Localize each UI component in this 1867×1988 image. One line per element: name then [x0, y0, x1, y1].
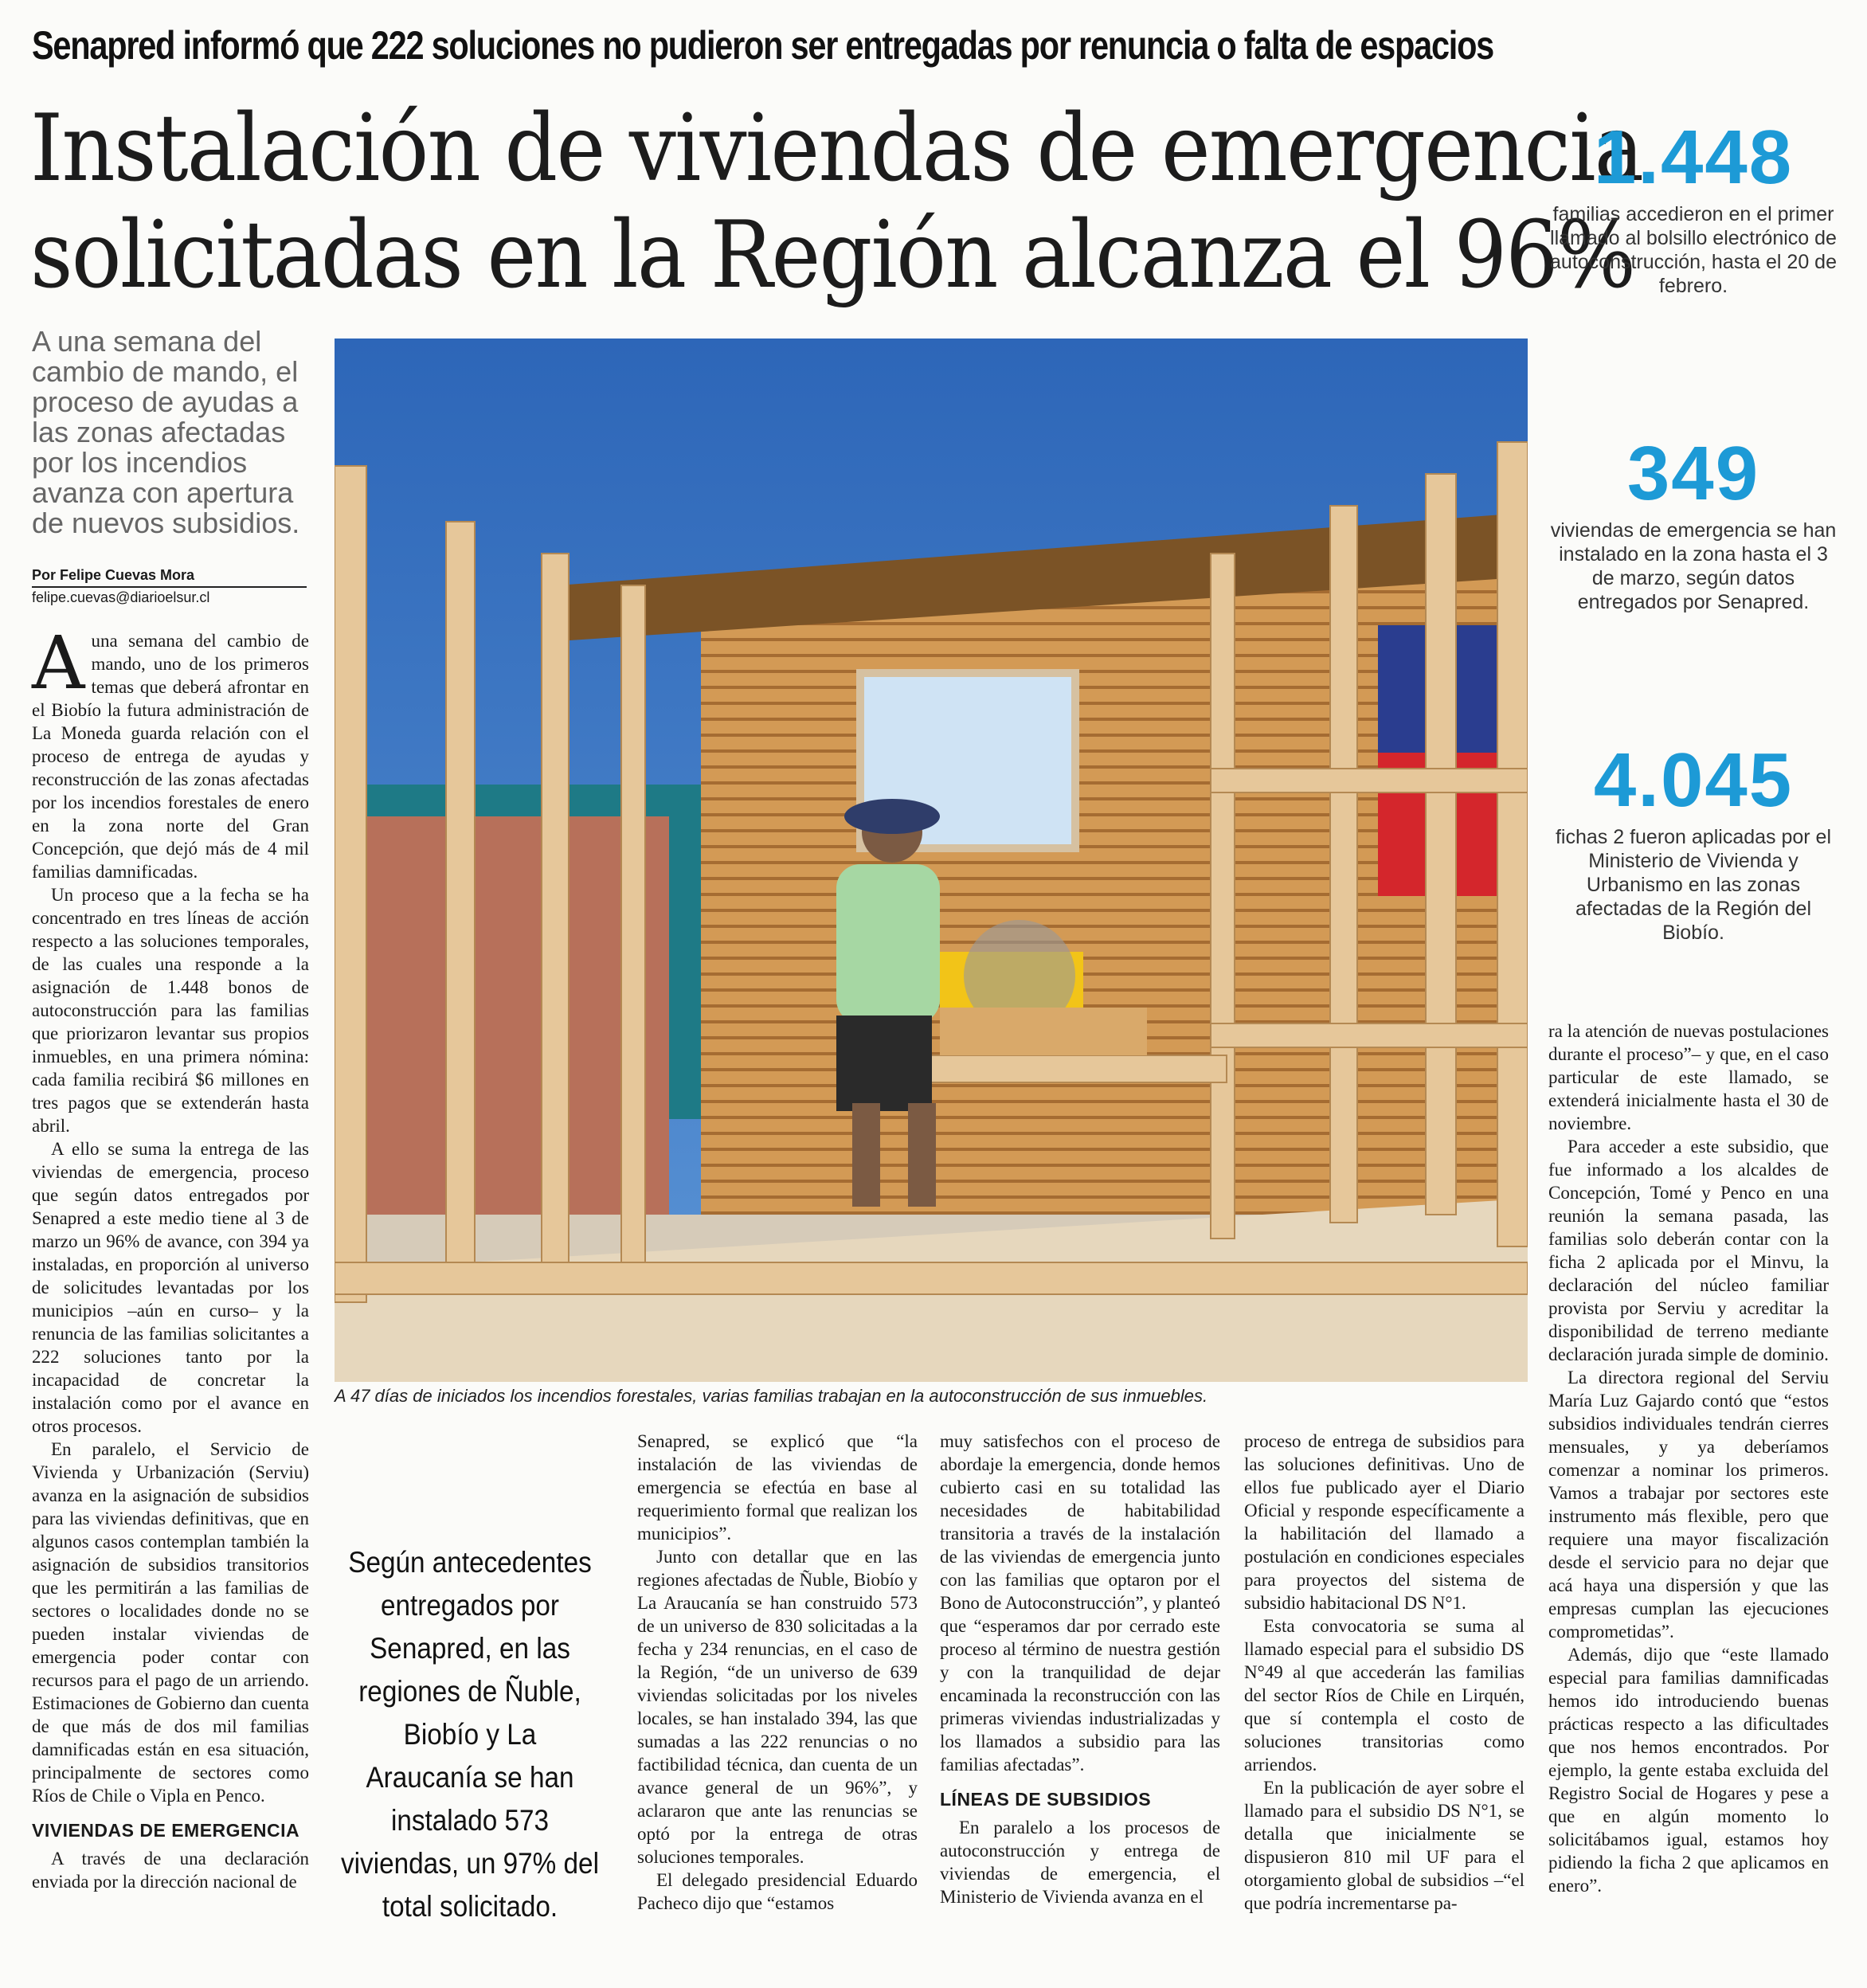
- article-column-5: [1548, 1019, 1829, 1897]
- stat-number: 349: [1626, 431, 1760, 516]
- paragraph: A ello se suma la entrega de las viviendas de emergencia, proceso que según datos entregados por Senapred a este medio tiene al 3 de marzo un 96% de avance, con 394 ya instaladas, en proporción al universo de solicitudes levantadas por los municipios –aún en curso– y la renuncia de las familias solicitantes a 222 soluciones tanto por la incapacidad de concretar la instalación como por el avance en otros procesos.: [32, 1139, 309, 1436]
- section-subhead: VIVIENDAS DE EMERGENCIA: [32, 1820, 300, 1841]
- stat-box-2: [1545, 431, 1842, 614]
- paragraph: A través de una declaración enviada por la dirección nacional de: [32, 1849, 309, 1892]
- stat-box-1: [1545, 115, 1842, 298]
- paragraph: muy satisfechos con el proceso de abordaje la emergencia, donde hemos cubierto casi en su totalidad las necesidades de habitabilidad transitoria a través de la instalación de las viviendas de emergencia junto con las familias que optaron por el Bono de Autoconstrucción”, y planteó que “esperamos dar por cerrado este proceso al término de nuestra gestión y con la tranquilidad de dejar encaminada la reconstrucción con las primeras viviendas industrializadas y los llamados a subsidio para las familias afectadas”.: [940, 1431, 1220, 1775]
- lead-paragraph: A una semana del cambio de mando, el proceso de ayudas a las zonas afectadas por los incendios avanza con apertura de nuevos subsidios.: [32, 325, 300, 539]
- headline: [30, 95, 1643, 309]
- paragraph: El delegado presidencial Eduardo Pacheco dijo que “estamos: [637, 1870, 918, 1913]
- stat-description: viviendas de emergencia se han instalado en la zona hasta el 3 de marzo, según datos entregados por Senapred.: [1550, 519, 1837, 613]
- stat-box-3: [1545, 738, 1842, 945]
- paragraph: En la publicación de ayer sobre el llamado para el subsidio DS N°1, se detalla que inicialmente se dispusieron 810 mil UF para el otorgamiento global de subsidios –“el que podría incrementarse pa-: [1244, 1778, 1525, 1913]
- headline-line-2: solicitadas en la Región alcanza el 96%: [30, 202, 1635, 309]
- paragraph: Un proceso que a la fecha se ha concentrado en tres líneas de acción respecto a las soluciones temporales, de las cuales una responde a la asignación de 1.448 bonos de autoconstrucción para las familias que priorizaron levantar sus propios inmuebles, en una primera nómina: cada familia recibirá $6 millones en tres pagos que se extenderán hasta abril.: [32, 885, 309, 1136]
- stat-description: fichas 2 fueron aplicadas por el Ministerio de Vivienda y Urbanismo en las zonas afectadas de la Región del Biobío.: [1555, 826, 1832, 944]
- paragraph: Además, dijo que “este llamado especial para familias damnificadas hemos ido introduciendo buenas prácticas respecto a las dificultades que nos hemos encontrados. Por ejemplo, la gente estaba excluida del Registro Social de Hogares y pese a que en algún momento lo solicitábamos igual, estamos hoy pidiendo la ficha 2 que aplicamos en enero”.: [1548, 1645, 1829, 1896]
- drop-cap: A: [32, 620, 85, 706]
- article-column-1: [32, 620, 309, 1893]
- paragraph: Para acceder a este subsidio, que fue informado a los alcaldes de Concepción, Tomé y Penco en una reunión la semana pasada, las familias solo deberán contar con la ficha 2 aplicada por el Minvu, la declaración del núcleo familiar provista por Serviu y acreditar la disponibilidad de terreno mediante declaración jurada simple de dominio.: [1548, 1137, 1829, 1364]
- section-subhead: LÍNEAS DE SUBSIDIOS: [940, 1789, 1152, 1810]
- paragraph: La directora regional del Serviu María Luz Gajardo contó que “estos subsidios individuales tendrán cierres mensuales, y ya deberíamos comenzar a nominar los primeros. Vamos a trabajar por sectores este instrumento más flexible, pero que requiere una mayor fiscalización desde el servicio para no dejar que acá haya una dispersión y que las empresas cumplan las ejecuciones comprometidas”.: [1548, 1368, 1829, 1642]
- author-email: felipe.cuevas@diarioelsur.cl: [32, 589, 210, 605]
- kicker: Senapred informó que 222 soluciones no pudieron ser entregadas por renuncia o falta de espacios: [32, 23, 1494, 68]
- article-column-4: [1244, 1430, 1525, 1915]
- stat-description: familias accedieron en el primer llamado al bolsillo electrónico de autoconstrucción, hasta el 20 de febrero.: [1550, 203, 1837, 297]
- paragraph: ra la atención de nuevas postulaciones durante el proceso”– y que, en el caso particular de este llamado, se extenderá inicialmente hasta el 30 de noviembre.: [1548, 1021, 1829, 1133]
- paragraph: En paralelo, el Servicio de Vivienda y Urbanización (Serviu) avanza en la asignación de subsidios para las viviendas definitivas, que en algunos casos contemplan también la asignación de subsidios transitorios que les permitirán a las familias de sectores o localidades donde no se pueden instalar viviendas de emergencia poder contar con recursos para el pago de un arriendo. Estimaciones de Gobierno dan cuenta de que más de dos mil familias damnificadas están en esa situación, principalmente de sectores como Ríos de Chile o Vipla en Penco.: [32, 1439, 309, 1806]
- pull-quote: Según antecedentes entregados por Senapred, en las regiones de Ñuble, Biobío y La Araucanía se han instalado 573 viviendas, un 97% del total solicitado.: [341, 1546, 599, 1923]
- headline-line-1: Instalación de viviendas de emergencia: [30, 95, 1643, 202]
- stat-number: 1.448: [1593, 115, 1794, 200]
- paragraph: Auna semana del cambio de mando, uno de los primeros temas que deberá afrontar en el Biobío la futura administración de La Moneda guarda relación con el proceso de entrega de ayudas y reconstrucción de las zonas afectadas por los incendios forestales de enero en la zona norte del Gran Concepción, que dejó más de 4 mil familias damnificadas.: [32, 620, 309, 882]
- article-photo: [335, 339, 1528, 1382]
- paragraph: En paralelo a los procesos de autoconstrucción y entrega de viviendas de emergencia, el Ministerio de Vivienda avanza en el: [940, 1818, 1220, 1907]
- photo-caption: A 47 días de iniciados los incendios forestales, varias familias trabajan en la autoconstrucción de sus inmuebles.: [335, 1386, 1208, 1406]
- construction-photo: [335, 339, 1528, 1382]
- author-name: Por Felipe Cuevas Mora: [32, 565, 307, 588]
- paragraph: Esta convocatoria se suma al llamado especial para el subsidio DS N°49 al que accederán las familias del sector Ríos de Chile en Lirquén, que sí contempla el costo de soluciones transitorias como arriendos.: [1244, 1616, 1525, 1775]
- stat-number: 4.045: [1593, 738, 1794, 823]
- paragraph: Junto con detallar que en las regiones afectadas de Ñuble, Biobío y La Araucanía se han construido 573 de un universo de 830 solicitadas a la fecha y 234 renuncias, en el caso de la Región, “de un universo de 639 viviendas solicitadas por los niveles locales, se han instalado 394, las que sumadas a las 222 renuncias o no factibilidad técnica, dan cuenta de un avance general de un 96%”, y aclararon que ante las renuncias se optó por la entrega de otras soluciones temporales.: [637, 1547, 918, 1867]
- byline: [32, 565, 307, 607]
- article-column-2: [637, 1430, 918, 1915]
- article-column-3: [940, 1430, 1220, 1908]
- paragraph: proceso de entrega de subsidios para las soluciones definitivas. Uno de ellos fue publicado ayer el Diario Oficial y responde específicamente a la habilitación del llamado a postulación en condiciones especiales para proyectos del sistema de subsidio habitacional DS N°1.: [1244, 1431, 1525, 1613]
- paragraph: Senapred, se explicó que “la instalación de las viviendas de emergencia se efectúa en base al requerimiento formal que realizan los municipios”.: [637, 1431, 918, 1544]
